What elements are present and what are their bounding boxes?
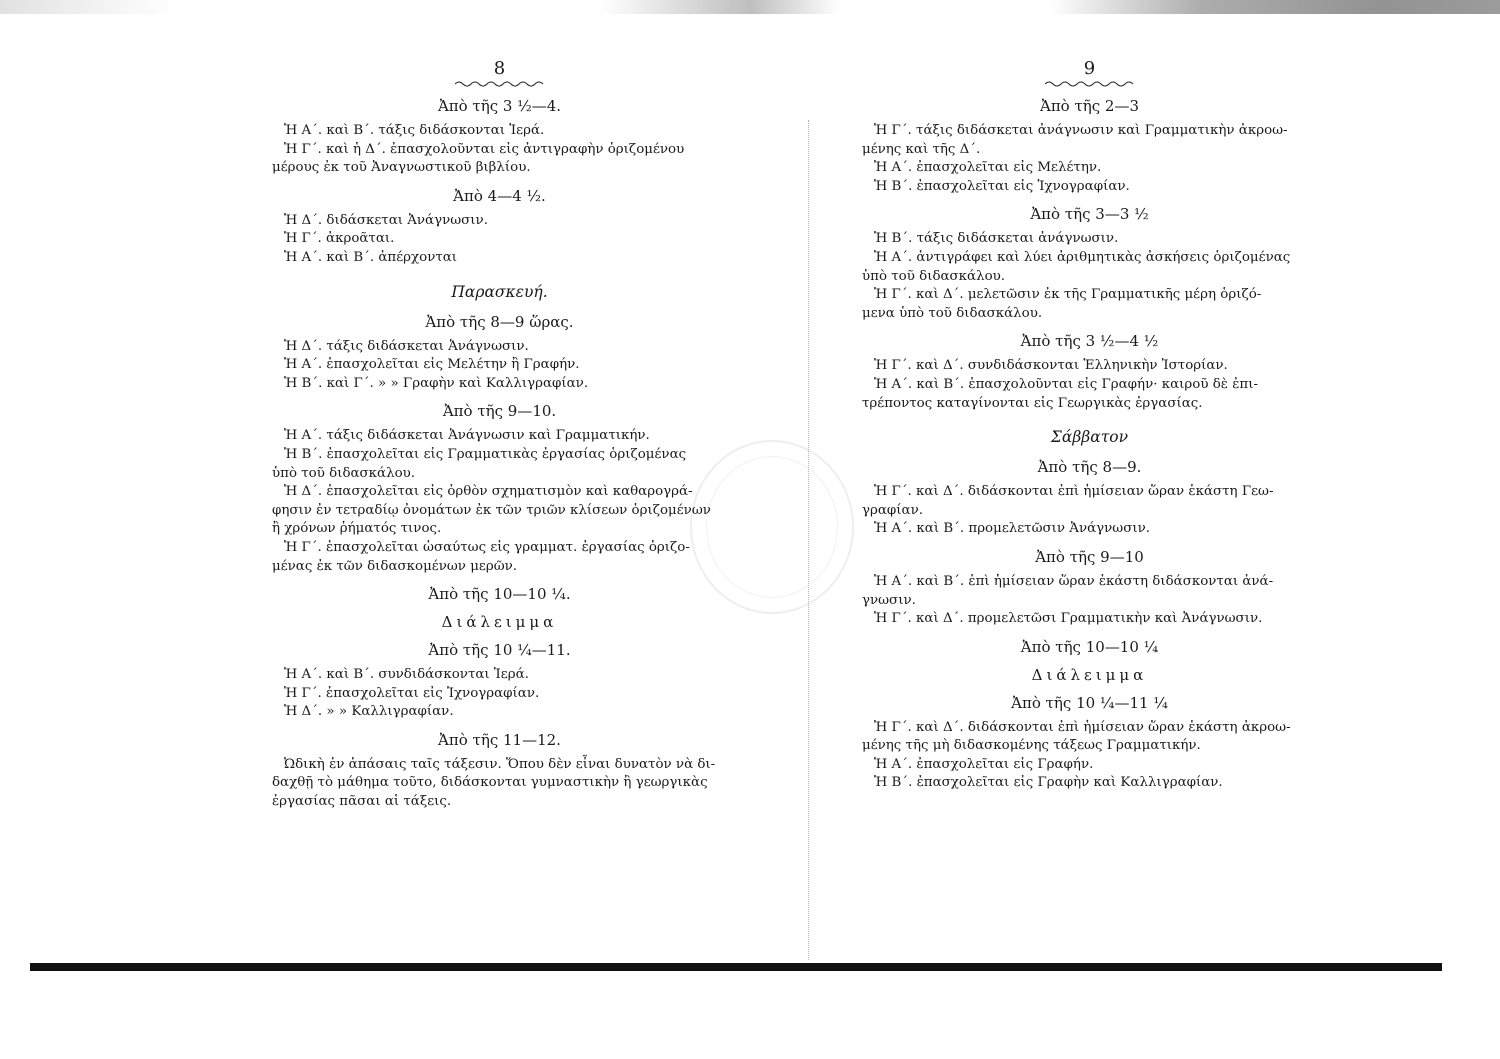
text-line: Ἡ Δ΄. ἐπασχολεῖται εἰς ὀρθὸν σχηματισμὸν καὶ καθαρογρά- (284, 484, 693, 500)
time-heading: Ἀπὸ τῆς 9—10 (1035, 547, 1144, 566)
text-line: Ἡ Β΄. ἐπασχολεῖται εἰς Γραμματικὰς ἐργασίας ὁριζομένας (284, 446, 687, 462)
text-line: Ἡ Α΄. καὶ Β΄. τάξις διδάσκονται Ἱερά. (284, 123, 545, 138)
time-heading: Ἀπὸ τῆς 11—12. (438, 730, 561, 749)
text-line: Ἡ Δ΄. διδάσκεται Ἀνάγνωσιν. (284, 212, 488, 228)
text-line: ἢ χρόνων ῥήματός τινος. (272, 521, 442, 537)
text-line: Ἡ Α΄. καὶ Β΄. προμελετῶσιν Ἀνάγνωσιν. (874, 521, 1151, 537)
text-line: Ἡ Α΄. ἀντιγράφει καὶ λύει ἀριθμητικὰς ἀσκήσεις ὁριζομένας (874, 249, 1291, 265)
text-line: μέρους ἐκ τοῦ Ἀναγνωστικοῦ βιβλίου. (272, 160, 531, 176)
text-line: ἐργασίας πᾶσαι αἱ τάξεις. (272, 794, 452, 810)
text-line: Ἡ Α΄. καὶ Β΄. συνδιδάσκονται Ἱερά. (284, 667, 529, 683)
text-line: Ἡ Α΄. ἐπασχολεῖται εἰς Γραφήν. (874, 756, 1094, 772)
page-number: 9 (1083, 58, 1096, 79)
time-block (272, 312, 727, 394)
page-right (862, 58, 1317, 797)
day-heading: Σάββατον (1050, 428, 1129, 447)
time-block (272, 96, 727, 178)
text-line: φησιν ἐν τετραδίῳ ὀνομάτων ἐκ τῶν τριῶν κλίσεων ὁριζομένων (272, 502, 711, 518)
text-line: Ἡ Β΄. καὶ Γ΄. » » Γραφὴν καὶ Καλλιγραφίαν. (284, 375, 589, 391)
text-line: Ἡ Α΄. τάξις διδάσκεται Ἀνάγνωσιν καὶ Γραμματικήν. (284, 428, 650, 444)
time-heading: Ἀπὸ τῆς 3 ½—4. (437, 97, 562, 115)
time-block (862, 204, 1317, 323)
time-block (272, 640, 727, 722)
time-block (862, 693, 1317, 793)
time-block (862, 331, 1317, 413)
time-block (862, 457, 1317, 539)
time-heading: Ἀπὸ τῆς 10—10 ¼. (428, 585, 571, 604)
time-heading: Ἀπὸ τῆς 9—10. (442, 402, 557, 421)
text-line: Ἡ Γ΄. καὶ Δ΄. συνδιδάσκονται Ἑλληνικὴν Ἱστορίαν. (874, 358, 1228, 374)
time-heading: Ἀπὸ τῆς 10 ¼—11. (428, 641, 571, 660)
time-block (272, 730, 727, 812)
page-left (272, 58, 727, 816)
time-block (862, 547, 1317, 629)
text-line: Ἡ Β΄. τάξις διδάσκεται ἀνάγνωσιν. (874, 231, 1119, 247)
text-line: ὑπὸ τοῦ διδασκάλου. (862, 268, 1006, 284)
text-line: μένας ἐκ τῶν διδασκομένων μερῶν. (272, 558, 518, 574)
text-line: Ἡ Δ΄. » » Καλλιγραφίαν. (284, 704, 454, 720)
text-line: τρέποντος καταγίνονται εἰς Γεωργικὰς ἐργασίας. (862, 395, 1203, 411)
time-heading: Ἀπὸ τῆς 8—9. (1037, 458, 1142, 477)
time-heading: Ἀπὸ τῆς 3 ½—4 ½ (1020, 332, 1159, 351)
text-line: μένης καὶ τῆς Δ΄. (862, 141, 981, 157)
text-line: Ἡ Α΄. καὶ Β΄. ἀπέρχονται (284, 249, 458, 265)
scan-edge-top (0, 0, 1500, 14)
time-block (862, 96, 1317, 196)
scan-edge-bottom (30, 963, 1442, 971)
ornament-rule (455, 80, 545, 88)
text-line: Ἡ Β΄. ἐπασχολεῖται εἰς Γραφὴν καὶ Καλλιγραφίαν. (874, 775, 1223, 791)
time-heading: Ἀπὸ τῆς 10 ¼—11 ¼ (1011, 693, 1168, 712)
text-line: Ἡ Γ΄. καὶ Δ΄. διδάσκονται ἐπὶ ἡμίσειαν ὥραν ἑκάστη ἀκροω- (874, 719, 1291, 735)
text-line: Ἡ Γ΄. ἀκροᾶται. (284, 231, 395, 247)
text-line: Ἡ Α΄. καὶ Β΄. ἐπασχολοῦνται εἰς Γραφήν· καιροῦ δὲ ἐπι- (874, 376, 1258, 392)
break-heading: Διάλειμμα (441, 613, 558, 632)
text-line: Ἡ Γ΄. τάξις διδάσκεται ἀνάγνωσιν καὶ Γραμματικὴν ἀκροω- (874, 123, 1288, 138)
text-line: μένης τῆς μὴ διδασκομένης τάξεως Γραμματικήν. (862, 738, 1201, 754)
text-line: Ὠδικὴ ἐν ἁπάσαις ταῖς τάξεσιν. Ὅπου δὲν εἶναι δυνατὸν νὰ δι- (284, 756, 716, 772)
text-line: Ἡ Γ΄. ἐπασχολεῖται εἰς Ἰχνογραφίαν. (284, 685, 540, 701)
text-line: Ἡ Α΄. καὶ Β΄. ἐπὶ ἡμίσειαν ὥραν ἑκάστη διδάσκονται ἀνά- (874, 573, 1274, 589)
text-line: μενα ὑπὸ τοῦ διδασκάλου. (862, 305, 1043, 321)
text-line: Ἡ Α΄. ἐπασχολεῖται εἰς Μελέτην. (874, 160, 1102, 176)
text-line: Ἡ Γ΄. καὶ Δ΄. μελετῶσιν ἐκ τῆς Γραμματικῆς μέρη ὁριζό- (874, 287, 1262, 303)
text-line: Ἡ Δ΄. τάξις διδάσκεται Ἀνάγνωσιν. (284, 338, 529, 354)
time-block (272, 186, 727, 268)
time-heading: Ἀπὸ τῆς 8—9 ὥρας. (425, 312, 574, 331)
time-block (272, 401, 727, 576)
text-line: Ἡ Α΄. ἐπασχολεῖται εἰς Μελέτην ἢ Γραφήν. (284, 357, 580, 373)
text-line: Ἡ Γ΄. καὶ Δ΄. προμελετῶσι Γραμματικὴν καὶ Ἀνάγνωσιν. (874, 611, 1263, 627)
text-line: γραφίαν. (862, 502, 923, 518)
break-heading: Διάλειμμα (1031, 665, 1148, 684)
time-heading: Ἀπὸ τῆς 3—3 ½ (1030, 205, 1149, 224)
text-line: ὑπὸ τοῦ διδασκάλου. (272, 465, 416, 481)
text-line: Ἡ Γ΄. καὶ Δ΄. διδάσκονται ἐπὶ ἡμίσειαν ὥραν ἑκάστη Γεω- (874, 484, 1274, 500)
page-number: 8 (493, 58, 506, 79)
ornament-rule (1045, 80, 1135, 88)
time-heading: Ἀπὸ τῆς 2—3 (1039, 97, 1140, 115)
time-heading: Ἀπὸ 4—4 ½. (453, 186, 546, 205)
text-line: Ἡ Γ΄. ἐπασχολεῖται ὡσαύτως εἰς γραμματ. ἐργασίας ὁριζο- (284, 539, 690, 555)
text-line: δαχθῇ τὸ μάθημα τοῦτο, διδάσκονται γυμναστικὴν ἢ γεωργικὰς (272, 775, 708, 791)
text-line: Ἡ Β΄. ἐπασχολεῖται εἰς Ἰχνογραφίαν. (874, 178, 1130, 194)
day-heading: Παρασκευή. (451, 282, 548, 301)
time-heading: Ἀπὸ τῆς 10—10 ¼ (1020, 637, 1159, 656)
text-line: γνωσιν. (862, 592, 916, 608)
text-line: Ἡ Γ΄. καὶ ἡ Δ΄. ἐπασχολοῦνται εἰς ἀντιγραφὴν ὁριζομένου (284, 141, 685, 157)
